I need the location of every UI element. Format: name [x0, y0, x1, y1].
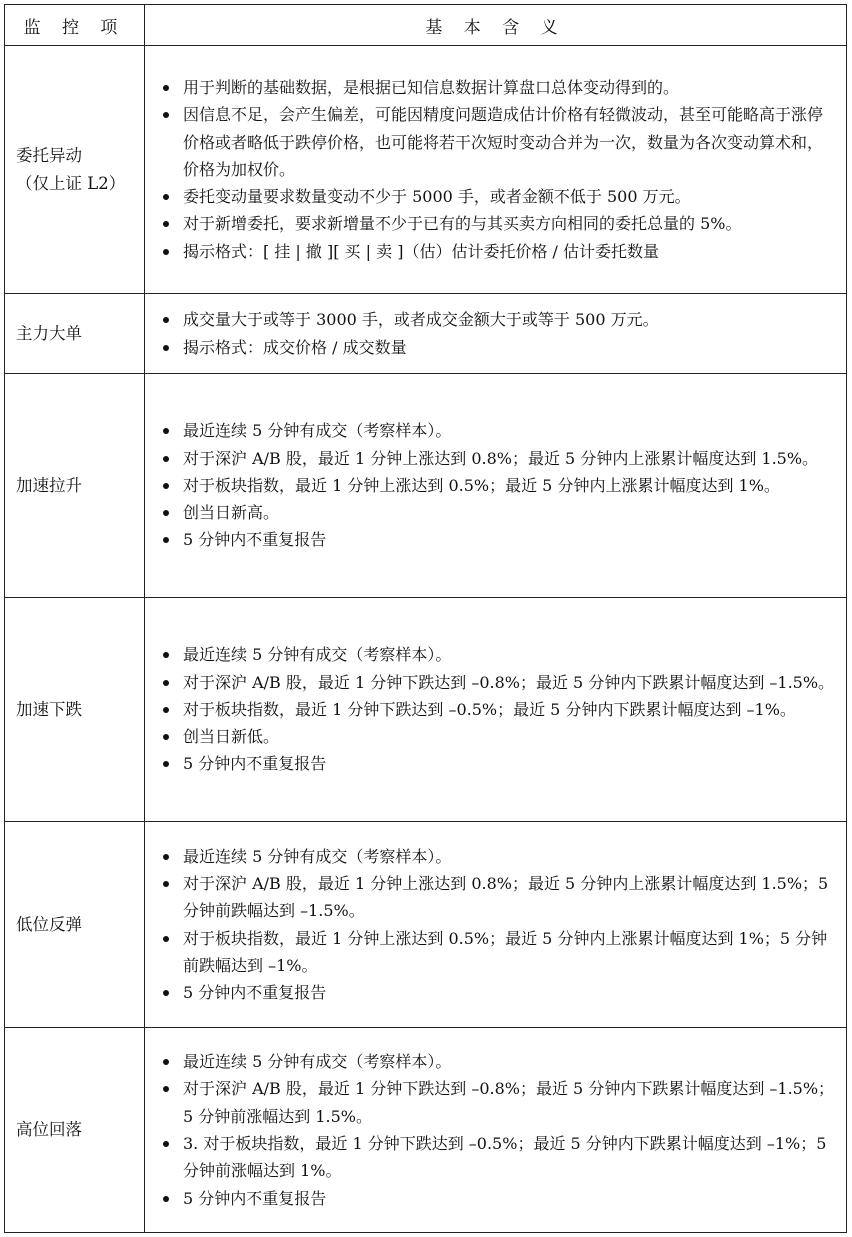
monitor-item-name: 加速下跌: [16, 699, 82, 719]
list-item-text: 对于深沪 A/B 股，最近 1 分钟下跌达到 –0.8%；最近 5 分钟内下跌累计幅度达到 –1.5%。: [183, 672, 835, 692]
list-item: [155, 750, 836, 777]
monitor-item-name: 委托异动: [16, 145, 82, 165]
list-item: [155, 641, 836, 668]
list-item-text: 5 分钟内不重复报告: [183, 1188, 327, 1208]
list-item: [155, 499, 836, 526]
list-item-text: 对于深沪 A/B 股，最近 1 分钟上涨达到 0.8%；最近 5 分钟内上涨累计幅度达到 1.5%。: [183, 448, 819, 468]
list-item-text: 因信息不足，会产生偏差，可能因精度问题造成估计价格有轻微波动，甚至可能略高于涨停价格或者略低于跌停价格，也可能将若干次短时变动合并为一次，数量为各次变动算术和，价格为加权价。: [183, 105, 824, 179]
list-item-text: 成交量大于或等于 3000 手，或者成交金额大于或等于 500 万元。: [183, 310, 659, 330]
list-item-text: 揭示格式：[ 挂 | 撤 ][ 买 | 卖 ]（估）估计委托价格 / 估计委托数量: [183, 241, 660, 261]
header-monitor-item: 监 控 项: [5, 5, 145, 46]
list-item-text: 最近连续 5 分钟有成交（考察样本）。: [183, 645, 452, 665]
meaning-cell: [145, 374, 847, 598]
list-item: [155, 74, 836, 101]
list-item: [155, 183, 836, 210]
bullet-icon: [163, 854, 169, 860]
list-item-text: 对于深沪 A/B 股，最近 1 分钟下跌达到 –0.8%；最近 5 分钟内下跌累计幅度达到 –1.5%；5 分钟前涨幅达到 1.5%。: [183, 1079, 835, 1126]
bullet-icon: [163, 221, 169, 227]
monitor-item-name: 低位反弹: [16, 914, 82, 934]
monitor-item-name: 主力大单: [16, 323, 82, 343]
list-item: [155, 925, 836, 980]
list-item-text: 委托变动量要求数量变动不少于 5000 手，或者金额不低于 500 万元。: [183, 187, 691, 207]
bullet-icon: [163, 761, 169, 767]
list-item-text: 揭示格式：成交价格 / 成交数量: [183, 337, 407, 357]
bullet-icon: [163, 456, 169, 462]
list-item: [155, 723, 836, 750]
bullet-icon: [163, 317, 169, 323]
bullet-icon: [163, 249, 169, 255]
meaning-cell: [145, 1028, 847, 1233]
meaning-cell: [145, 598, 847, 822]
list-item-text: 对于深沪 A/B 股，最近 1 分钟上涨达到 0.8%；最近 5 分钟内上涨累计幅度达到 1.5%；5 分钟前跌幅达到 –1.5%。: [183, 873, 829, 921]
list-item: [155, 870, 836, 925]
bullet-icon: [163, 652, 169, 658]
meaning-list: [155, 641, 836, 777]
list-item: [155, 669, 836, 696]
monitor-item-cell: [5, 822, 145, 1028]
bullet-icon: [163, 194, 169, 200]
bullet-icon: [163, 483, 169, 489]
list-item-text: 对于板块指数，最近 1 分钟上涨达到 0.5%；最近 5 分钟内上涨累计幅度达到 1%；5 分钟前跌幅达到 –1%。: [183, 928, 828, 975]
list-item-text: 创当日新高。: [183, 503, 280, 523]
list-item: [155, 417, 836, 444]
bullet-icon: [163, 428, 169, 434]
bullet-icon: [163, 1196, 169, 1202]
list-item: [155, 979, 836, 1006]
monitor-item-cell: [5, 598, 145, 822]
list-item-text: 5 分钟内不重复报告: [183, 530, 327, 550]
bullet-icon: [163, 112, 169, 118]
bullet-icon: [163, 85, 169, 91]
bullet-icon: [163, 1141, 169, 1147]
monitor-item-cell: [5, 46, 145, 294]
header-meaning: 基 本 含 义: [145, 5, 847, 46]
monitor-item-cell: [5, 374, 145, 598]
bullet-icon: [163, 1086, 169, 1092]
list-item-text: 对于板块指数，最近 1 分钟下跌达到 –0.5%；最近 5 分钟内下跌累计幅度达到 –1%。: [183, 699, 796, 719]
list-item: [155, 526, 836, 553]
bullet-icon: [163, 990, 169, 996]
list-item: [155, 306, 836, 333]
table-row: [5, 46, 847, 294]
list-item-text: 最近连续 5 分钟有成交（考察样本）。: [183, 421, 452, 441]
list-item-text: 5 分钟内不重复报告: [183, 754, 327, 774]
monitor-item-cell: [5, 294, 145, 374]
meaning-list: [155, 74, 836, 265]
list-item: [155, 101, 836, 183]
list-item: [155, 238, 836, 265]
bullet-icon: [163, 345, 169, 351]
list-item: [155, 210, 836, 237]
list-item-text: 创当日新低。: [183, 727, 280, 747]
list-item: [155, 1075, 836, 1130]
bullet-icon: [163, 881, 169, 887]
bullet-icon: [163, 537, 169, 543]
list-item-text: 用于判断的基础数据，是根据已知信息数据计算盘口总体变动得到的。: [183, 77, 680, 97]
list-item: [155, 472, 836, 499]
meaning-list: [155, 306, 836, 361]
header-row: [5, 5, 847, 46]
list-item-text: 对于新增委托，要求新增量不少于已有的与其买卖方向相同的委托总量的 5%。: [183, 214, 742, 234]
list-item: [155, 1130, 836, 1185]
list-item-text: 对于板块指数，最近 1 分钟上涨达到 0.5%；最近 5 分钟内上涨累计幅度达到 1%。: [183, 475, 780, 495]
bullet-icon: [163, 680, 169, 686]
bullet-icon: [163, 1059, 169, 1065]
meaning-list: [155, 417, 836, 553]
bullet-icon: [163, 707, 169, 713]
table-body: [5, 46, 847, 1233]
meaning-list: [155, 843, 836, 1007]
list-item: [155, 1185, 836, 1212]
list-item: [155, 843, 836, 870]
list-item: [155, 1048, 836, 1075]
table-row: [5, 374, 847, 598]
bullet-icon: [163, 510, 169, 516]
monitor-item-cell: [5, 1028, 145, 1233]
meaning-cell: [145, 822, 847, 1028]
meaning-list: [155, 1048, 836, 1212]
list-item: [155, 445, 836, 472]
list-item-text: 3. 对于板块指数，最近 1 分钟下跌达到 –0.5%；最近 5 分钟内下跌累计幅度达到 –1%；5 分钟前涨幅达到 1%。: [183, 1134, 827, 1181]
meaning-cell: [145, 46, 847, 294]
table-row: [5, 822, 847, 1028]
list-item-text: 最近连续 5 分钟有成交（考察样本）。: [183, 846, 452, 866]
table-row: [5, 1028, 847, 1233]
list-item-text: 最近连续 5 分钟有成交（考察样本）。: [183, 1052, 452, 1072]
monitor-item-subtitle: （仅上证 L2）: [16, 173, 126, 193]
table-row: [5, 598, 847, 822]
list-item: [155, 696, 836, 723]
meaning-cell: [145, 294, 847, 374]
list-item: [155, 334, 836, 361]
bullet-icon: [163, 936, 169, 942]
table-row: [5, 294, 847, 374]
list-item-text: 5 分钟内不重复报告: [183, 983, 327, 1003]
monitor-table: [4, 4, 847, 1233]
monitor-item-name: 高位回落: [16, 1120, 82, 1139]
monitor-item-name: 加速拉升: [16, 475, 82, 495]
bullet-icon: [163, 734, 169, 740]
